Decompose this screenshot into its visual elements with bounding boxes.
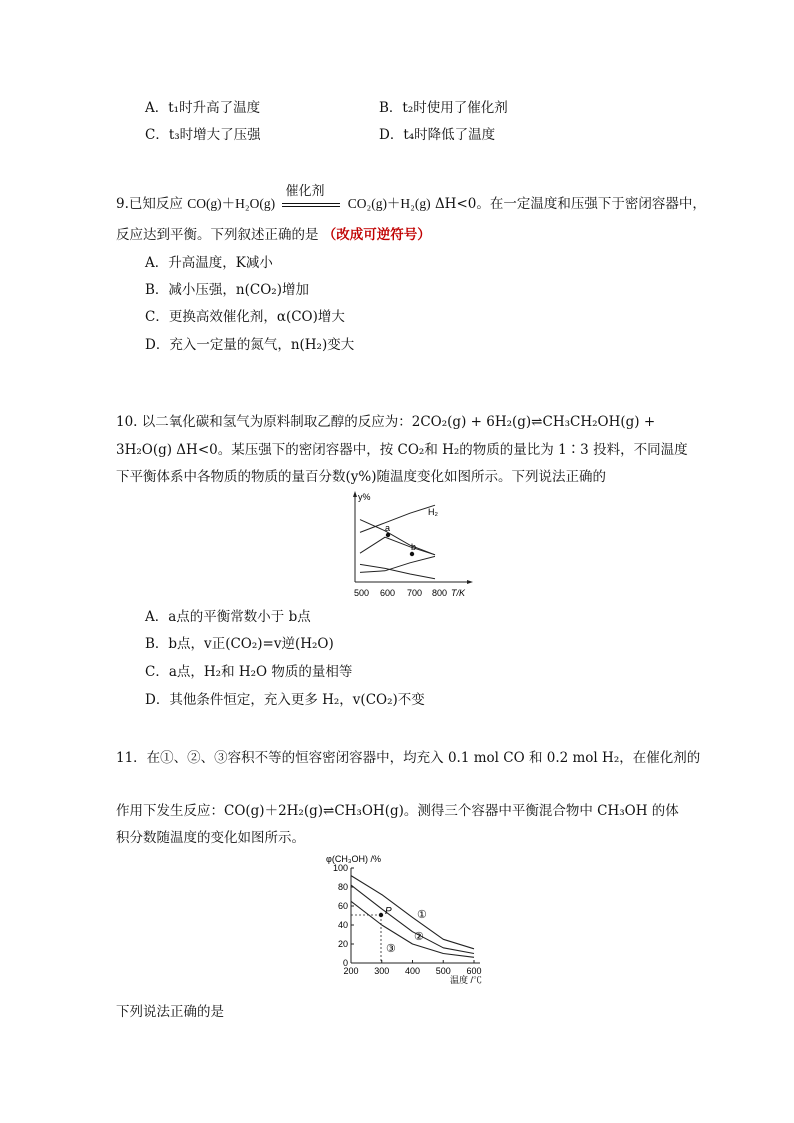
q11-ytick-label: 100: [332, 863, 348, 873]
q10-xtick-800: 800: [432, 588, 448, 598]
q9-option-d: D．充入一定量的氮气，n(H₂)变大: [145, 337, 355, 353]
q10-option-d: D．其他条件恒定，充入更多 H₂，v(CO₂)不变: [145, 692, 425, 708]
q9-option-a: A．升高温度，K减小: [145, 255, 273, 271]
q10-line1: 10. 以二氧化碳和氢气为原料制取乙醇的反应为：2CO₂(g) + 6H₂(g)⇌CH₃CH₂OH(g) +: [116, 414, 656, 430]
q9-reactants: CO(g)＋H₂O(g): [187, 196, 276, 211]
q8-option-c: C．t₃时增大了压强: [145, 127, 261, 143]
q11-xtick-label: 400: [404, 966, 421, 976]
q8-option-b: B．t₂时使用了催化剂: [379, 100, 508, 116]
q11-ytick-label: 80: [337, 882, 348, 892]
q11-curve-label-2: ②: [414, 931, 424, 943]
q11-curve-label-3: ③: [386, 943, 396, 955]
q11-line3: 积分数随温度的变化如图所示。: [116, 830, 305, 846]
q10-xtick-500: 500: [354, 588, 370, 598]
q8-option-d: D．t₄时降低了温度: [379, 127, 496, 143]
q10-line3: 下平衡体系中各物质的物质的量百分数(y%)随温度变化如图所示。下列说法正确的: [116, 469, 606, 485]
q9-lead: 已知反应: [128, 196, 183, 212]
q11-line2: 作用下发生反应：CO(g)＋2H₂(g)⇌CH₃OH(g)。测得三个容器中平衡混合物中 CH₃OH 的体: [116, 803, 679, 819]
q11-series-line-3: [351, 901, 474, 957]
q11-ylabel: φ(CH₃OH) /%: [326, 854, 381, 864]
q9-option-c: C．更换高效催化剂，α(CO)增大: [145, 309, 345, 325]
q11-xtick-label: 600: [466, 966, 482, 976]
q9-number: 9.: [116, 196, 129, 212]
q10-ylabel: y%: [358, 492, 371, 502]
q10-chart: [340, 488, 475, 600]
q9-products: CO₂(g)＋H₂(g): [347, 196, 431, 211]
q9-option-b: B．减小压强，n(CO₂)增加: [145, 282, 309, 298]
q11-xtick-group: [343, 960, 481, 976]
q10-option-c: C．a点，H₂和 H₂O 物质的量相等: [145, 664, 353, 680]
q11-ytick-label: 20: [337, 939, 348, 949]
q10-label-a: a: [385, 523, 391, 533]
q11-curve-label-1: ①: [417, 909, 427, 921]
q10-option-b: B．b点，v正(CO₂)=v逆(H₂O): [145, 636, 334, 652]
q10-xlabel: T/K: [451, 588, 466, 598]
q9-arrow: [279, 184, 343, 212]
q9-line1: [116, 184, 706, 212]
q11-ytick-label: 40: [337, 920, 348, 930]
q10-line2: 3H₂O(g) ΔH<0。某压强下的密闭容器中，按 CO₂和 H₂的物质的量比为 1∶3 投料，不同温度: [116, 442, 688, 458]
q8-option-a: A．t₁时升高了温度: [145, 100, 261, 116]
q11-ytick-label: 0: [342, 958, 348, 968]
q10-point-b: [410, 552, 414, 556]
q11-xlabel: 温度 /℃: [450, 975, 483, 985]
q10-xtick-700: 700: [407, 588, 423, 598]
q9-note: （改成可逆符号）: [322, 227, 431, 243]
q10-series-line-3: [360, 537, 435, 555]
q9-stem: 反应达到平衡。下列叙述正确的是: [116, 227, 319, 243]
q11-line1: 11．在①、②、③容积不等的恒容密闭容器中，均充入 0.1 mol CO 和 0.2 mol H₂，在催化剂的: [116, 750, 701, 766]
q11-after: 下列说法正确的是: [116, 1004, 224, 1020]
q10-point-a: [386, 533, 390, 537]
q11-point-p: [379, 913, 383, 917]
q10-x-arrow: [467, 580, 473, 584]
q11-xtick-label: 300: [374, 966, 390, 976]
q10-option-a: A．a点的平衡常数小于 b点: [145, 609, 311, 625]
q10-series-group: [360, 505, 435, 579]
q11-xtick-label: 200: [343, 966, 359, 976]
q11-ytick-label: 60: [337, 901, 348, 911]
q9-dh: ΔH<0。在一定温度和压强下于密闭容器中，: [434, 196, 706, 212]
q10-y-arrow: [353, 491, 357, 497]
q11-xtick-label: 500: [435, 966, 451, 976]
q11-series-line-1: [351, 876, 474, 949]
q9-equal-sign: [282, 203, 340, 207]
q10-series-line-1: [360, 505, 435, 532]
q11-chart: [322, 850, 492, 990]
q10-label-b: b: [411, 542, 417, 552]
q10-series-line-2: [360, 520, 435, 555]
q10-xtick-600: 600: [380, 588, 396, 598]
q11-label-p: P: [385, 906, 392, 917]
q10-series-line-5: [360, 556, 435, 572]
q11-series-group: [351, 876, 474, 958]
q9-line2: [116, 223, 431, 243]
q9-catalyst: 催化剂: [285, 184, 325, 199]
q10-legend-h2: H₂: [428, 507, 438, 517]
